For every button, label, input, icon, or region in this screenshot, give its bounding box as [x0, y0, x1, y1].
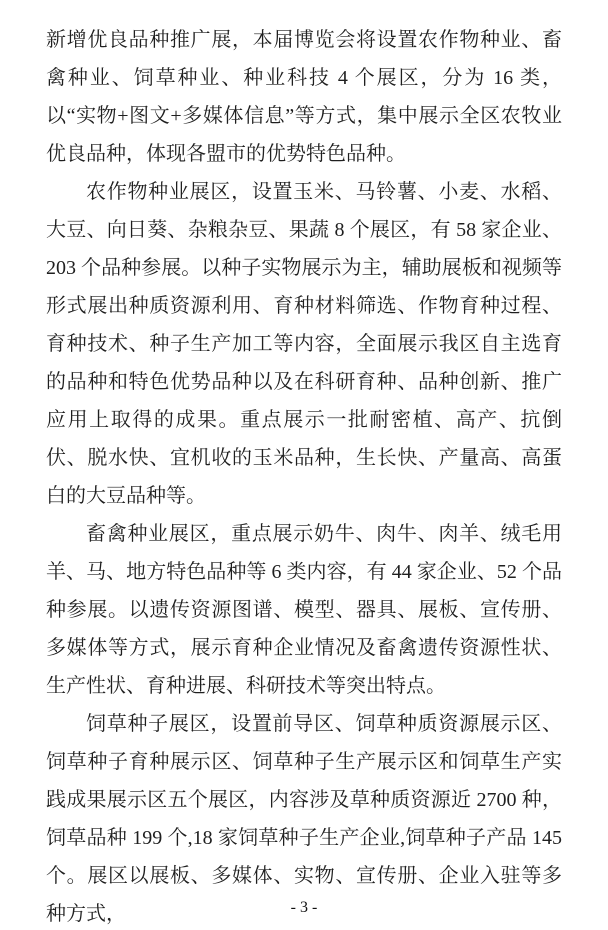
- paragraph-overview: 新增优良品种推广展，本届博览会将设置农作物种业、畜禽种业、饲草种业、种业科技 4 个展区，分为 16 类，以“实物+图文+多媒体信息”等方式，集中展示全区农牧业优良品种，体现各盟市的优势特色品种。: [46, 29, 562, 165]
- page-number: - 3 -: [290, 899, 318, 916]
- paragraph-crop-seed-zone: 农作物种业展区，设置玉米、马铃薯、小麦、水稻、大豆、向日葵、杂粮杂豆、果蔬 8 个展区，有 58 家企业、203 个品种参展。以种子实物展示为主，辅助展板和视频等形式展出种质资源利用、育种材料筛选、作物育种过程、育种技术、种子生产加工等内容，全面展示我区自主选育的品种和特色优势品种以及在科研育种、品种创新、推广应用上取得的成果。重点展示一批耐密植、高产、抗倒伏、脱水快、宜机收的玉米品种，生长快、产量高、高蛋白的大豆品种等。: [46, 181, 562, 507]
- paragraph-forage-seed-zone: 饲草种子展区，设置前导区、饲草种质资源展示区、饲草种子育种展示区、饲草种子生产展示区和饲草生产实践成果展示区五个展区，内容涉及草种质资源近 2700 种，饲草品种 199 个,18 家饲草种子生产企业,饲草种子产品 145 个。展区以展板、多媒体、实物、宣传册、企业入驻等多种方式，: [46, 713, 562, 925]
- paragraph-livestock-seed-zone: 畜禽种业展区，重点展示奶牛、肉牛、肉羊、绒毛用羊、马、地方特色品种等 6 类内容，有 44 家企业、52 个品种参展。以遗传资源图谱、模型、器具、展板、宣传册、多媒体等方式，展示育种企业情况及畜禽遗传资源性状、生产性状、育种进展、科研技术等突出特点。: [46, 523, 562, 697]
- document-body: [46, 21, 562, 930]
